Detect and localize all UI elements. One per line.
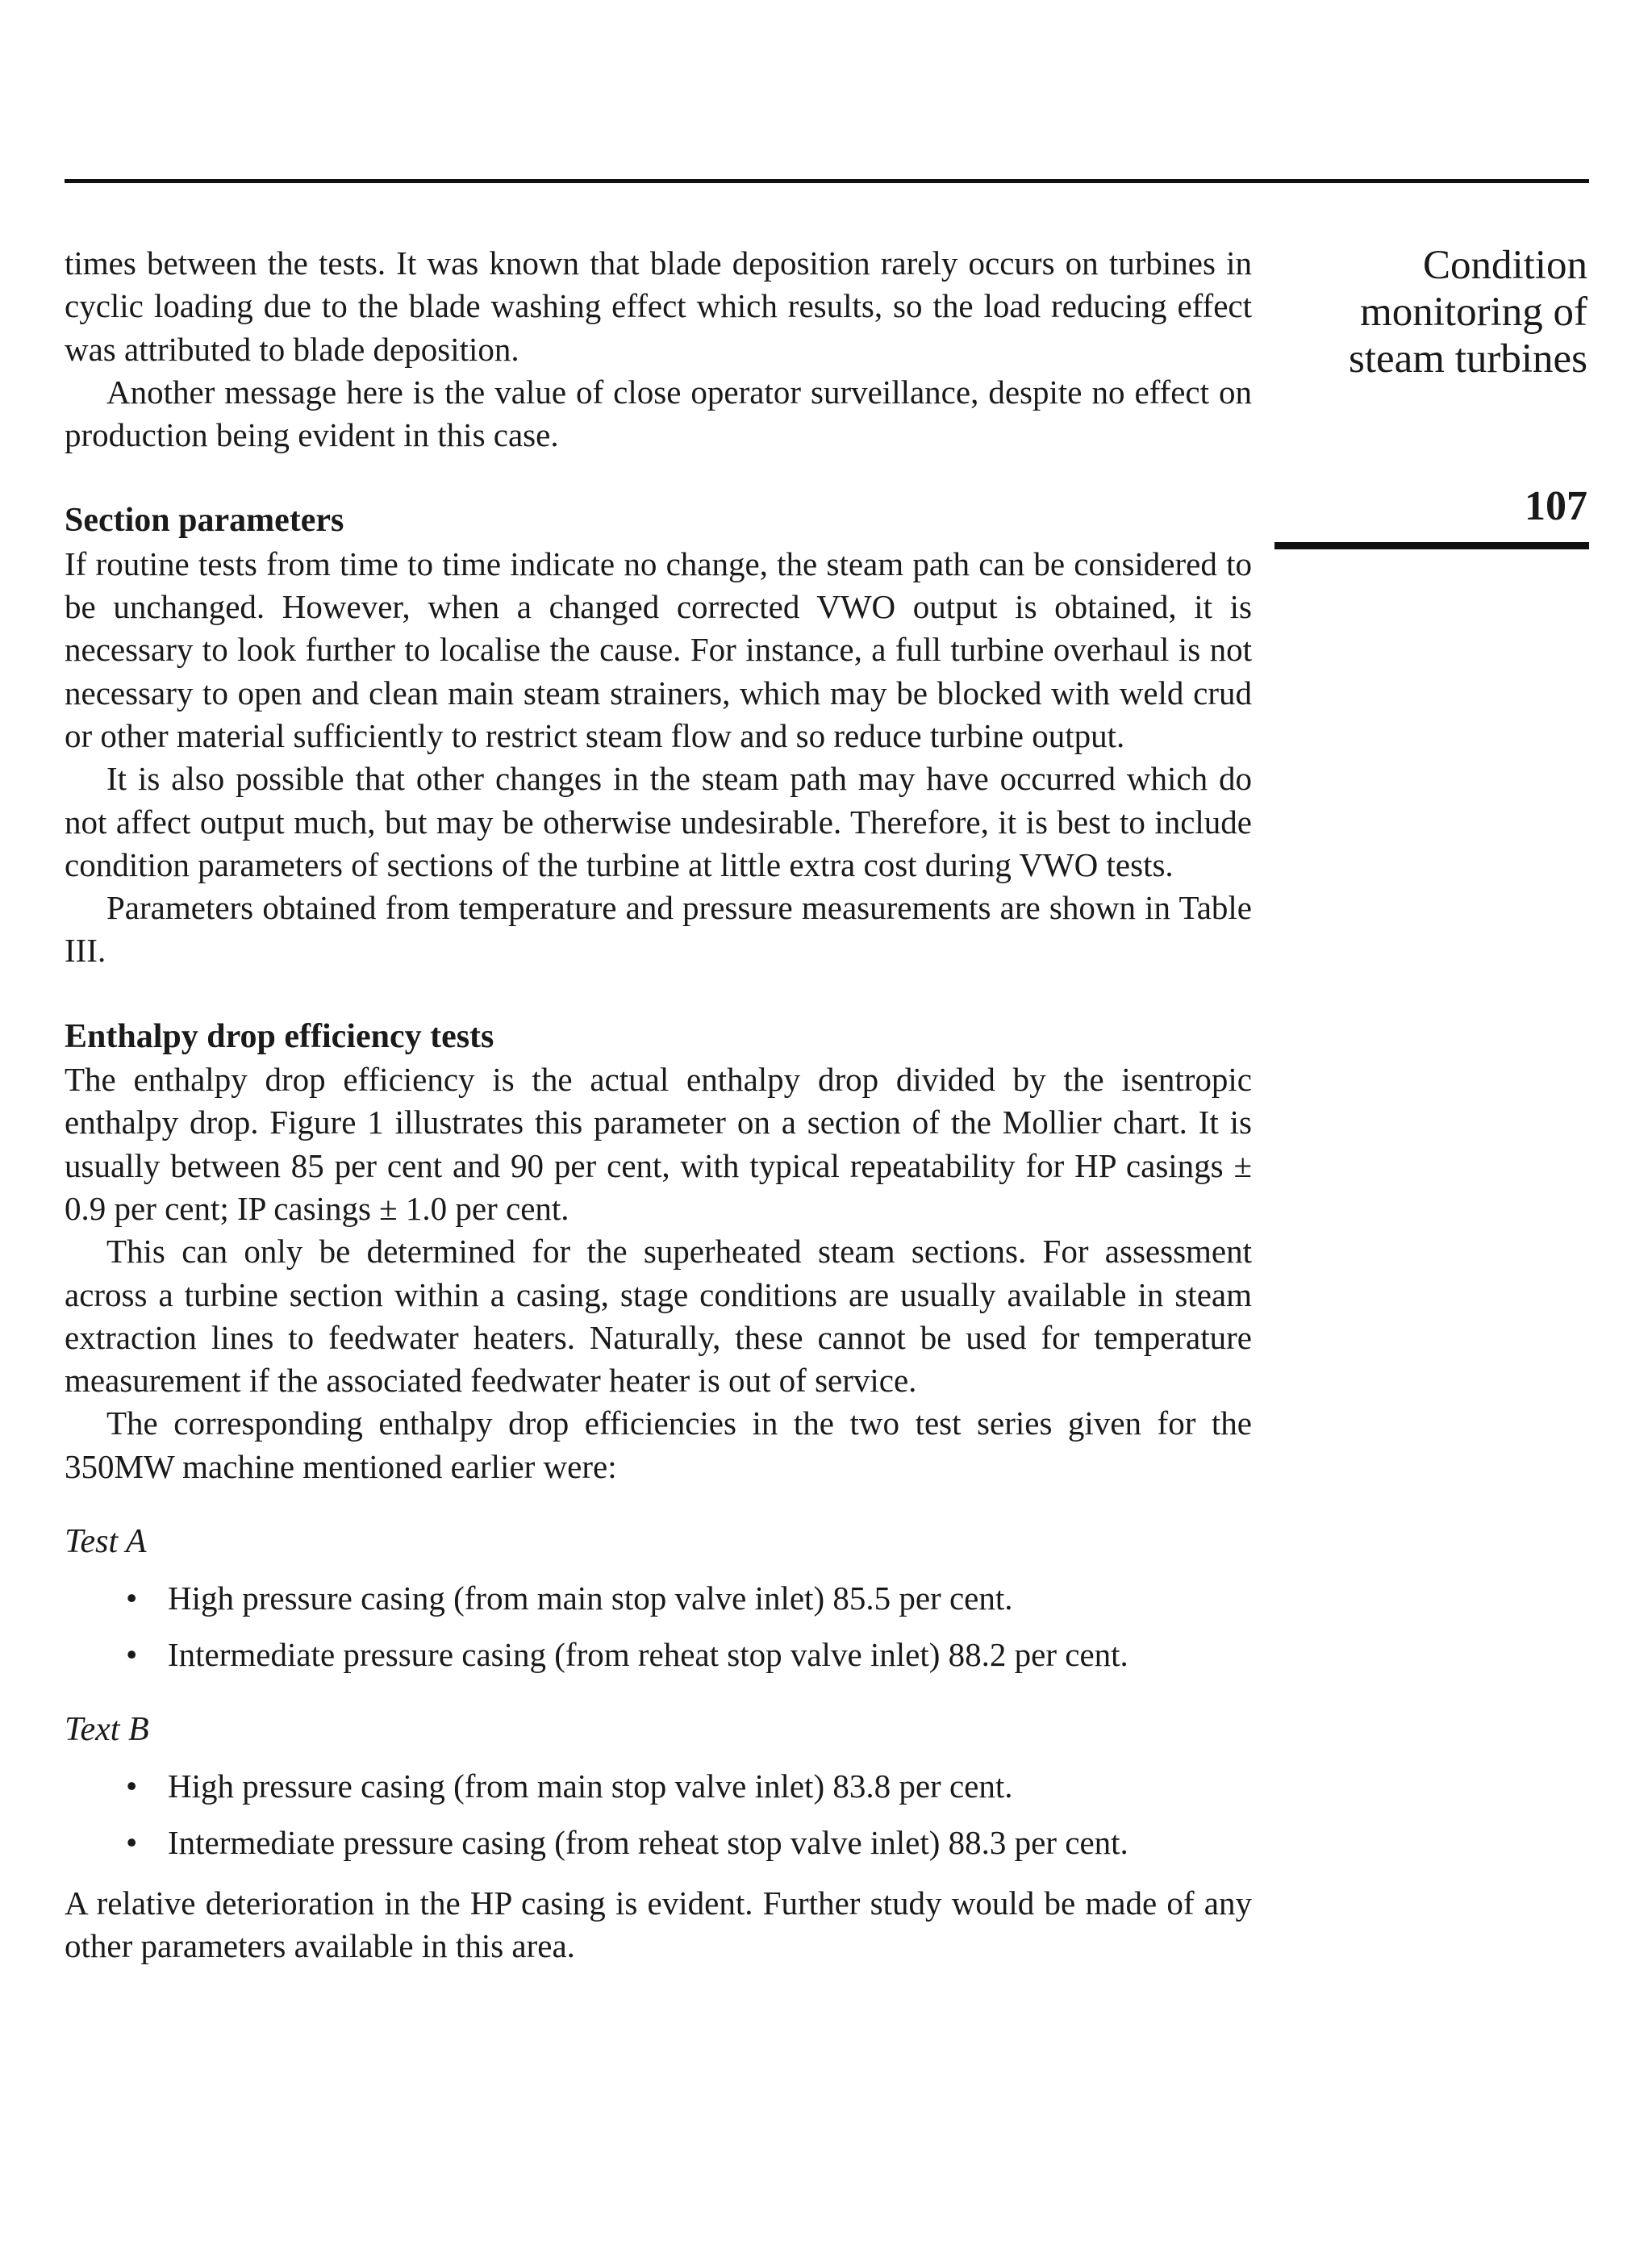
paragraph: This can only be determined for the superheated steam sections. For assessment across a turbine section within a casing, stage conditions are usually available in steam extraction lines to feedwater heaters. Naturally, these cannot be used for temperature measurement if the associated feedwater heater is out of service.	[65, 1233, 1252, 1400]
test-b-list	[65, 1765, 1252, 1864]
test-b-heading: Text B	[65, 1711, 149, 1749]
test-a-list	[65, 1577, 1252, 1676]
page-number-rule	[1274, 542, 1589, 549]
bullet-icon: •	[126, 1767, 138, 1805]
paragraph: If routine tests from time to time indicate no change, the steam path can be considered to be unchanged. However, when a changed corrected VWO output is obtained, it is necessary to look further to localise the cause. For instance, a full turbine overhaul is not necessary to open and clean main steam strainers, which may be blocked with weld crud or other material sufficiently to restrict steam flow and so reduce turbine output.	[65, 545, 1252, 754]
paragraph: The enthalpy drop efficiency is the actual enthalpy drop divided by the isentropic enthalpy drop. Figure 1 illustrates this parameter on a section of the Mollier chart. It is usually between 85 per cent and 90 per cent, with typical repeatability for HP casings ± 0.9 per cent; IP casings ± 1.0 per cent.	[65, 1061, 1252, 1227]
list-item-text: Intermediate pressure casing (from reheat stop valve inlet) 88.3 per cent.	[168, 1824, 1128, 1862]
running-head-line: Condition	[1422, 243, 1587, 288]
header-rule	[65, 179, 1589, 183]
margin-column	[1274, 242, 1587, 529]
list-item	[65, 1765, 1252, 1808]
list-item	[65, 1822, 1252, 1864]
section-heading: Section parameters	[65, 502, 344, 540]
paragraph: times between the tests. It was known that blade deposition rarely occurs on turbines in cyclic loading due to the blade washing effect which results, so the load reducing effect was attributed to blade deposition.	[65, 244, 1252, 368]
list-item-text: High pressure casing (from main stop valve inlet) 83.8 per cent.	[168, 1767, 1013, 1805]
bullet-icon: •	[126, 1580, 138, 1617]
running-head	[1274, 242, 1587, 382]
running-head-line: steam turbines	[1348, 336, 1587, 382]
list-item-text: High pressure casing (from main stop valve inlet) 85.5 per cent.	[168, 1580, 1013, 1617]
list-item	[65, 1634, 1252, 1676]
main-text	[65, 242, 1252, 1968]
paragraph: The corresponding enthalpy drop efficiencies in the two test series given for the 350MW machine mentioned earlier were:	[65, 1404, 1252, 1485]
paragraph: A relative deterioration in the HP casing is evident. Further study would be made of any other parameters available in this area.	[65, 1884, 1252, 1965]
list-item	[65, 1577, 1252, 1620]
running-head-line: monitoring of	[1360, 290, 1587, 335]
list-item-text: Intermediate pressure casing (from reheat stop valve inlet) 88.2 per cent.	[168, 1636, 1128, 1674]
test-a-heading: Test A	[65, 1523, 147, 1561]
bullet-icon: •	[126, 1824, 138, 1862]
section-heading: Enthalpy drop efficiency tests	[65, 1017, 494, 1055]
paragraph: Parameters obtained from temperature and pressure measurements are shown in Table III.	[65, 889, 1252, 970]
paragraph: It is also possible that other changes in the steam path may have occurred which do not affect output much, but may be otherwise undesirable. Therefore, it is best to include condition parameters of sections of the turbine at little extra cost during VWO tests.	[65, 760, 1252, 883]
page-number: 107	[1525, 483, 1587, 529]
bullet-icon: •	[126, 1636, 138, 1674]
paragraph: Another message here is the value of close operator surveillance, despite no effect on production being evident in this case.	[65, 373, 1252, 454]
